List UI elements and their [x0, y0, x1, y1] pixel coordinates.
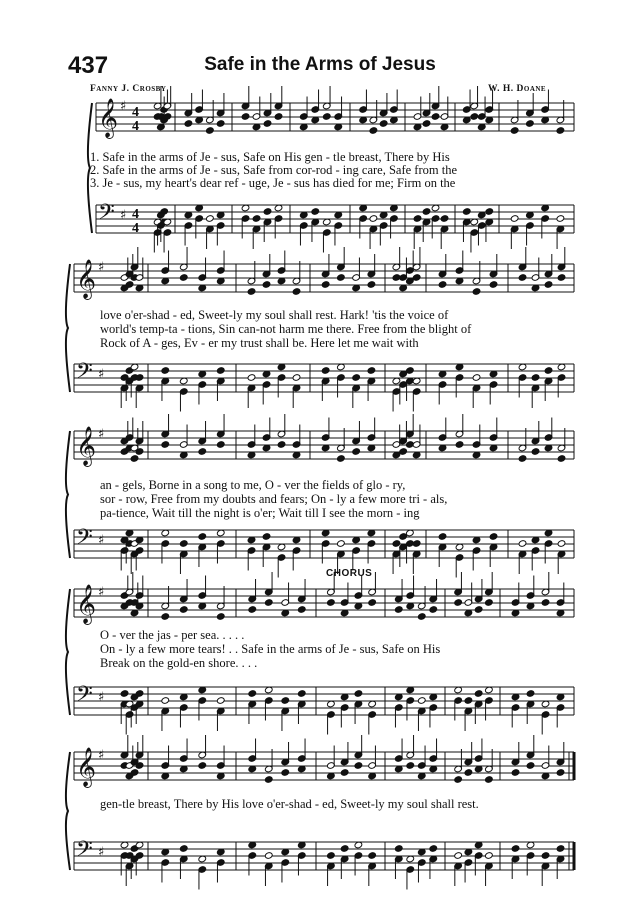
- notehead: [161, 367, 170, 375]
- notehead: [241, 113, 250, 121]
- notehead: [120, 690, 129, 698]
- notehead: [161, 697, 170, 705]
- notehead: [264, 599, 273, 607]
- sharp-icon: ♯: [120, 99, 127, 114]
- notehead: [557, 455, 566, 463]
- notehead: [369, 215, 378, 223]
- notehead: [379, 120, 388, 128]
- notehead: [417, 697, 426, 705]
- time-signature-top: 4: [132, 105, 139, 120]
- notehead: [352, 374, 361, 382]
- notehead: [454, 852, 463, 860]
- notehead: [247, 374, 256, 382]
- notehead: [399, 448, 408, 456]
- notehead: [464, 769, 473, 777]
- notehead: [179, 845, 188, 853]
- notehead: [406, 762, 415, 770]
- bass-clef-icon: 𝄢: [76, 525, 93, 555]
- notehead: [541, 599, 550, 607]
- bass-clef-icon: 𝄢: [76, 837, 93, 867]
- sharp-icon: ♯: [98, 367, 105, 382]
- sharp-icon: ♯: [98, 748, 105, 763]
- author-name: Fanny J. Crosby: [90, 84, 167, 94]
- time-signature-bottom: 4: [132, 119, 139, 134]
- lyric-line: pa-tience, Wait till the night is o'er; Wait till I see the morn - ing: [100, 506, 420, 520]
- treble-clef-icon: 𝄞: [76, 259, 97, 299]
- sharp-icon: ♯: [120, 208, 127, 223]
- notehead: [179, 606, 188, 614]
- notehead: [354, 690, 363, 698]
- notehead: [216, 367, 225, 375]
- notehead: [489, 533, 498, 541]
- time-signature-top: 4: [132, 207, 139, 222]
- notehead: [179, 540, 188, 548]
- notehead: [526, 120, 535, 128]
- treble-clef-icon: 𝄞: [76, 747, 97, 787]
- notehead: [216, 613, 225, 621]
- lyric-line: sor - row, Free from my doubts and fears; On - ly a few more tri - als,: [100, 492, 448, 506]
- sharp-icon: ♯: [98, 427, 105, 442]
- notehead: [394, 606, 403, 614]
- notehead: [531, 448, 540, 456]
- notehead: [454, 599, 463, 607]
- notehead: [281, 769, 290, 777]
- lyric-line: world's temp-ta - tions, Sin can-not harm me there. Free from the blight of: [100, 322, 472, 336]
- lyric-line: 3. Je - sus, my heart's dear ref - uge, Je - sus has died for me; Firm on the: [90, 176, 456, 190]
- notehead: [531, 374, 540, 382]
- notehead: [369, 127, 378, 135]
- notehead: [454, 776, 463, 784]
- notehead: [440, 215, 449, 223]
- notehead: [438, 281, 447, 289]
- notehead: [198, 533, 207, 541]
- notehead: [510, 215, 519, 223]
- system-brace: [66, 264, 70, 392]
- notehead: [510, 127, 519, 135]
- notehead: [248, 606, 257, 614]
- notehead: [417, 613, 426, 621]
- lyric-line: On - ly a few more tears! . . Safe in the arms of Je - sus, Safe on His: [100, 642, 441, 656]
- notehead: [556, 845, 565, 853]
- notehead: [511, 769, 520, 777]
- notehead: [216, 441, 225, 449]
- notehead: [462, 208, 471, 216]
- notehead: [252, 215, 261, 223]
- notehead: [464, 697, 473, 705]
- time-signature-bottom: 4: [132, 221, 139, 236]
- lyric-line: Rock of A - ges, Ev - er my trust shall be. Here let me wait with: [100, 336, 419, 350]
- notehead: [518, 455, 527, 463]
- notehead: [438, 533, 447, 541]
- notehead: [184, 120, 193, 128]
- sharp-icon: ♯: [98, 690, 105, 705]
- notehead: [206, 215, 215, 223]
- notehead: [311, 208, 320, 216]
- notehead: [161, 441, 170, 449]
- notehead: [429, 606, 438, 614]
- sharp-icon: ♯: [98, 533, 105, 548]
- notehead: [556, 127, 565, 135]
- bass-clef-icon: 𝄢: [98, 200, 115, 230]
- notehead: [557, 274, 566, 282]
- lyric-line: 2. Safe in the arms of Je - sus, Safe from cor-rod - ing care, Safe from the: [90, 163, 457, 177]
- notehead: [556, 215, 565, 223]
- notehead: [406, 367, 415, 375]
- notehead: [526, 690, 535, 698]
- notehead: [340, 845, 349, 853]
- notehead: [340, 769, 349, 777]
- lyric-line: an - gels, Borne in a song to me, O - ver the fields of glo - ry,: [100, 478, 406, 492]
- notehead: [541, 852, 550, 860]
- notehead: [264, 776, 273, 784]
- notehead: [327, 599, 336, 607]
- notehead: [248, 690, 257, 698]
- notehead: [206, 127, 215, 135]
- notehead: [556, 769, 565, 777]
- notehead: [263, 120, 272, 128]
- notehead: [277, 441, 286, 449]
- bass-clef-icon: 𝄢: [76, 682, 93, 712]
- notehead: [337, 540, 346, 548]
- sharp-icon: ♯: [98, 585, 105, 600]
- notehead: [321, 281, 330, 289]
- notehead: [422, 208, 431, 216]
- notehead: [474, 606, 483, 614]
- treble-clef-icon: 𝄞: [76, 584, 97, 624]
- notehead: [429, 845, 438, 853]
- sharp-icon: ♯: [98, 260, 105, 275]
- notehead: [394, 845, 403, 853]
- chorus-label: CHORUS: [326, 568, 373, 579]
- lyric-line: love o'er-shad - ed, Sweet-ly my soul shall rest. Hark! 'tis the voice of: [100, 308, 449, 322]
- notehead: [412, 274, 421, 282]
- notehead: [274, 113, 283, 121]
- notehead: [297, 606, 306, 614]
- bass-clef-icon: 𝄢: [76, 359, 93, 389]
- system-brace: [66, 589, 70, 715]
- notehead: [413, 215, 422, 223]
- notehead: [368, 599, 377, 607]
- notehead: [216, 697, 225, 705]
- notehead: [198, 448, 207, 456]
- notehead: [130, 455, 139, 463]
- notehead: [198, 762, 207, 770]
- notehead: [485, 599, 494, 607]
- notehead: [526, 762, 535, 770]
- notehead: [292, 288, 301, 296]
- notehead: [354, 762, 363, 770]
- notehead: [130, 769, 139, 777]
- notehead: [247, 288, 256, 296]
- notehead: [297, 690, 306, 698]
- notehead: [367, 367, 376, 375]
- treble-clef-icon: 𝄞: [76, 426, 97, 466]
- notehead: [544, 367, 553, 375]
- composer-name: W. H. Doane: [488, 84, 547, 94]
- notehead: [485, 208, 494, 216]
- notehead: [179, 274, 188, 282]
- notehead: [422, 120, 431, 128]
- notehead: [327, 852, 336, 860]
- notehead: [337, 274, 346, 282]
- notehead: [511, 845, 520, 853]
- lyric-line: 1. Safe in the arms of Je - sus, Safe on His gen - tle breast, There by His: [90, 150, 450, 164]
- notehead: [263, 208, 272, 216]
- hymn-title: Safe in the Arms of Jesus: [204, 54, 436, 75]
- notehead: [322, 113, 331, 121]
- notehead: [367, 281, 376, 289]
- notehead: [264, 852, 273, 860]
- notehead: [489, 281, 498, 289]
- notehead: [262, 533, 271, 541]
- notehead: [455, 441, 464, 449]
- notehead: [472, 288, 481, 296]
- notehead: [160, 208, 169, 216]
- notehead: [472, 374, 481, 382]
- lyric-line: Break on the gold-en shore. . . .: [100, 656, 258, 670]
- notehead: [470, 113, 479, 121]
- system-brace: [66, 431, 70, 558]
- notehead: [352, 448, 361, 456]
- notehead: [337, 455, 346, 463]
- notehead: [485, 776, 494, 784]
- notehead: [557, 540, 566, 548]
- notehead: [412, 540, 421, 548]
- lyric-line: O - ver the jas - per sea. . . . .: [100, 628, 245, 642]
- notehead: [161, 613, 170, 621]
- notehead: [485, 852, 494, 860]
- sharp-icon: ♯: [98, 845, 105, 860]
- notehead: [292, 374, 301, 382]
- lyric-line: gen-tle breast, There by His love o'er-shad - ed, Sweet-ly my soul shall rest.: [100, 797, 479, 811]
- system-brace: [66, 752, 70, 870]
- notehead: [281, 697, 290, 705]
- notehead: [262, 281, 271, 289]
- notehead: [431, 113, 440, 121]
- notehead: [135, 690, 144, 698]
- notehead: [125, 281, 134, 289]
- notehead: [321, 367, 330, 375]
- notehead: [518, 274, 527, 282]
- treble-clef-icon: 𝄞: [98, 98, 119, 138]
- notehead: [368, 852, 377, 860]
- notehead: [216, 120, 225, 128]
- hymn-number: 437: [68, 52, 109, 79]
- notehead: [474, 690, 483, 698]
- notehead: [518, 540, 527, 548]
- notehead: [544, 281, 553, 289]
